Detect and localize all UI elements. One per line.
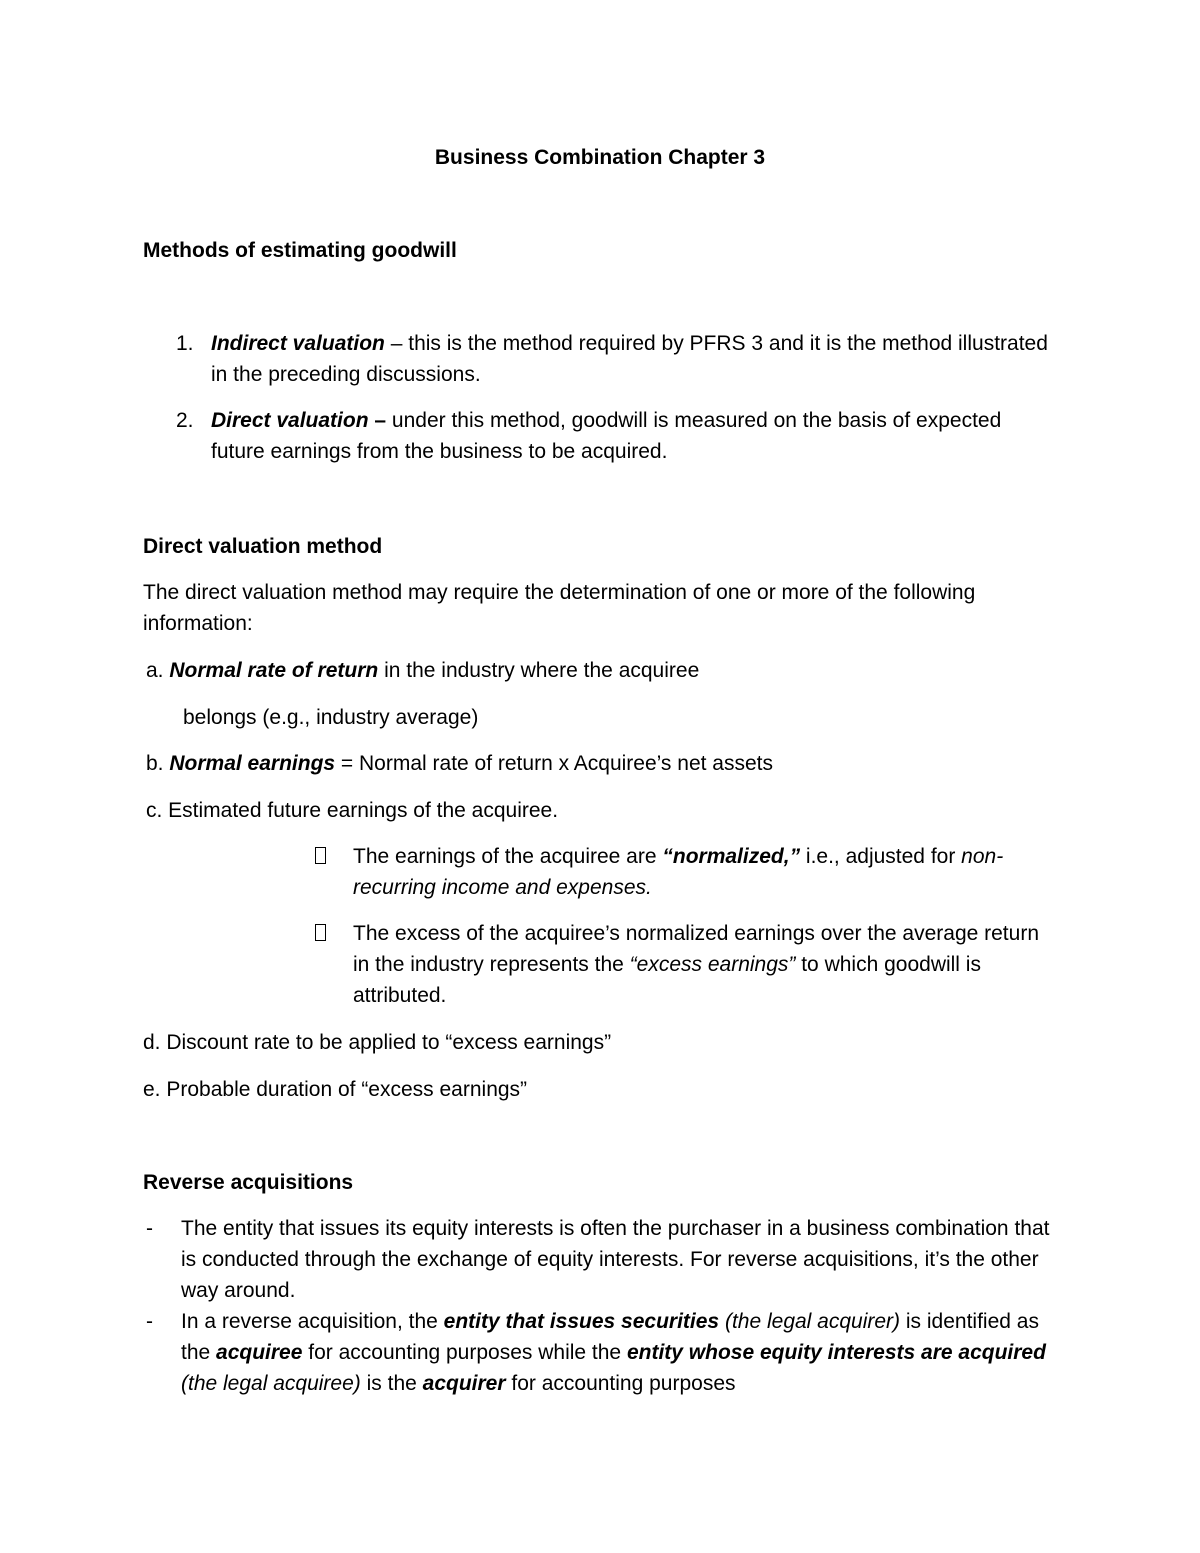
text: is identified as the [181,1310,1039,1364]
item-e: e. Probable duration of “excess earnings” [143,1078,528,1101]
term-normal-earnings: Normal earnings [169,752,336,775]
list-item-direct-valuation [171,405,1051,467]
italic-legal-acquirer: (the legal acquirer) [724,1310,901,1333]
emphasis-entity-issues-securities: entity that issues securities [443,1310,720,1333]
term-direct-valuation: Direct valuation [211,409,369,432]
separator: – [368,409,392,432]
bullet-text: The excess of the acquiree’s normalized earnings over the average return in the industry represents the [353,922,1039,976]
text: In a reverse acquisition, the [181,1310,444,1333]
dash-item-text: The entity that issues its equity interests is often the purchaser in a business combination that is conducted through the exchange of equity interests. For reverse acquisitions, it’s the other way around. [181,1217,1050,1302]
section-heading-reverse-acquisitions: Reverse acquisitions [143,1171,354,1194]
bullet-text: to which goodwill is attributed. [353,953,981,1007]
emphasis-acquiree: acquiree [216,1341,303,1364]
bullet-list [313,841,1053,1011]
item-text: under this method, goodwill is measured on the basis of expected future earnings from the business to be acquired. [211,409,1002,463]
dash-item-1 [143,1213,1053,1306]
emphasis-acquirer: acquirer [422,1372,506,1395]
text: is the [360,1372,423,1395]
direct-valuation-intro: The direct valuation method may require the determination of one or more of the following information: [143,581,976,635]
methods-list [171,328,1051,467]
item-b [146,748,1046,779]
document-title: Business Combination Chapter 3 [434,146,766,169]
dash-bullet: - [146,1310,153,1333]
list-number: 2. [176,409,194,432]
missing-glyph-icon [315,924,326,941]
item-a-text: in the industry where the acquiree [378,659,700,682]
dash-bullet: - [146,1217,153,1240]
item-a-continuation: belongs (e.g., industry average) [183,706,479,729]
missing-glyph-icon [315,847,326,864]
bullet-text: i.e., adjusted for [800,845,962,868]
bullet-text: The earnings of the acquiree are [353,845,663,868]
term-normal-rate-of-return: Normal rate of return [169,659,379,682]
text: for accounting purposes [505,1372,736,1395]
bullet-item-normalized [313,841,1053,903]
item-c: c. Estimated future earnings of the acquiree. [146,799,559,822]
italic-excess-earnings: “excess earnings” [629,953,796,976]
italic-legal-acquiree: (the legal acquiree) [181,1372,361,1395]
item-b-text: = Normal rate of return x Acquiree’s net assets [335,752,773,775]
list-number: 1. [176,332,194,355]
term-indirect-valuation: Indirect valuation [211,332,385,355]
item-d: d. Discount rate to be applied to “excess earnings” [143,1031,612,1054]
list-item-indirect-valuation [171,328,1051,390]
section-heading-direct-valuation: Direct valuation method [143,535,383,558]
dash-item-2 [143,1306,1053,1399]
separator: – [384,332,409,355]
reverse-acquisitions-list [143,1213,1053,1399]
item-a-prefix: a. [146,659,170,682]
item-a [146,655,1046,686]
italic-non-recurring: non-recurring income and expenses. [353,845,1004,899]
text: for accounting purposes while the [302,1341,627,1364]
emphasis-entity-equity-acquired: entity whose equity interests are acquired [626,1341,1046,1364]
section-heading-methods: Methods of estimating goodwill [143,239,457,262]
item-text: this is the method required by PFRS 3 and it is the method illustrated in the preceding discussions. [211,332,1048,386]
emphasis-normalized: “normalized,” [662,845,801,868]
item-b-prefix: b. [146,752,170,775]
bullet-item-excess-earnings [313,918,1053,1011]
